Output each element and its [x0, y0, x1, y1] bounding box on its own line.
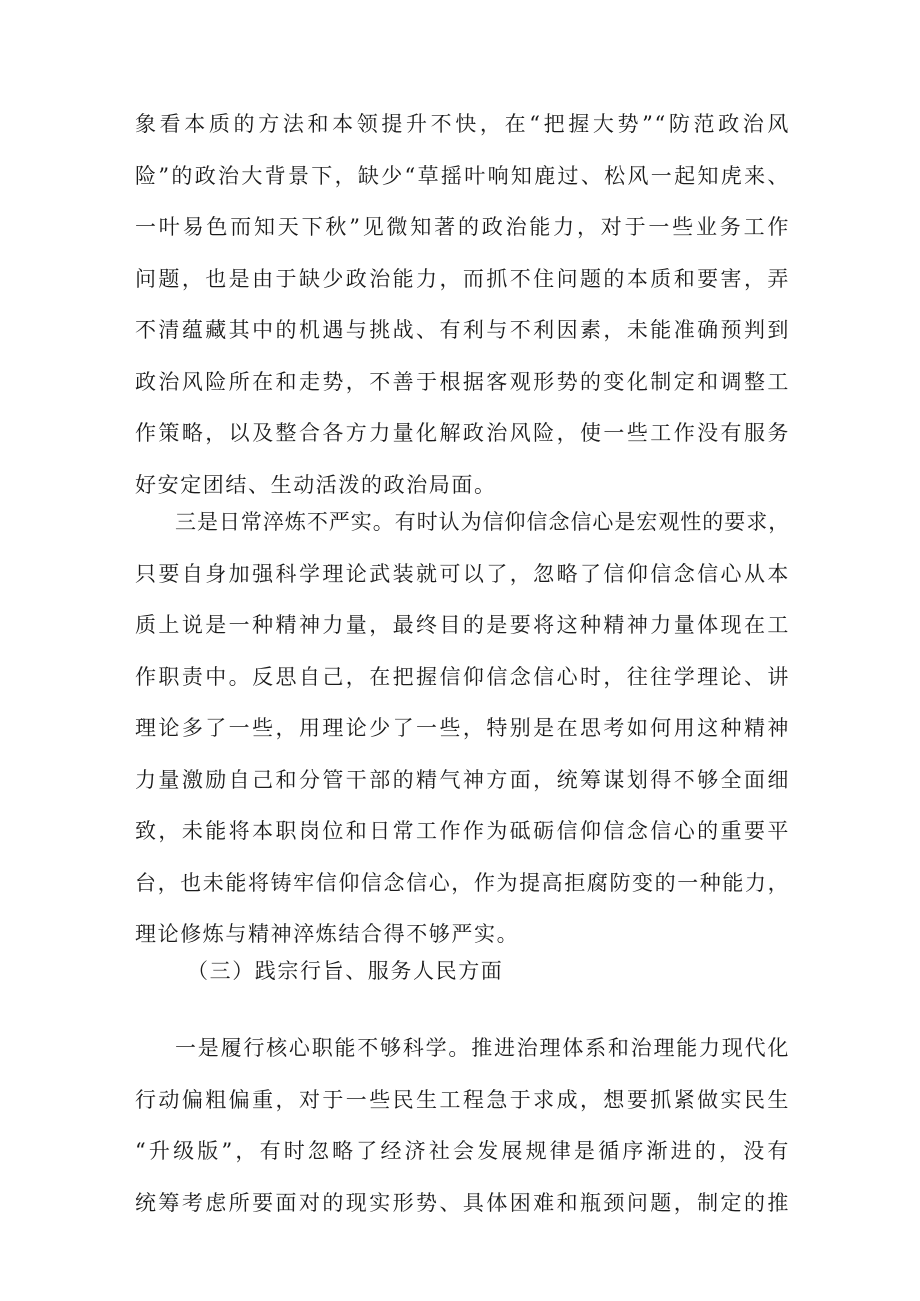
text-line: 一叶易色而知天下秋”见微知著的政治能力，对于一些业务工作 — [135, 215, 790, 239]
text-line: 理论多了一些，用理论少了一些，特别是在思考如何用这种精神 — [135, 716, 790, 740]
text-line: 作策略，以及整合各方力量化解政治风险，使一些工作没有服务 — [135, 421, 790, 445]
text-line: 险”的政治大背景下，缺少“草摇叶响知鹿过、松风一起知虎来、 — [135, 163, 790, 188]
text-line: 政治风险所在和走势，不善于根据客观形势的变化制定和调整工 — [135, 369, 790, 394]
paragraph-political-ability — [135, 99, 790, 511]
text-line: 力量激励自己和分管干部的精气神方面，统筹谋划得不够全面细 — [135, 767, 790, 792]
text-line: 象看本质的方法和本领提升不快，在“把握大势”“防范政治风 — [135, 112, 790, 136]
paragraph-core-functions — [135, 1023, 790, 1229]
text-line: 行动偏粗偏重，对于一些民生工程急于求成，想要抓紧做实民生 — [135, 1087, 790, 1112]
text-line: 台，也未能将铸牢信仰信念信心，作为提高拒腐防变的一种能力， — [135, 870, 790, 895]
text-line: 好安定团结、生动活泼的政治局面。 — [135, 472, 497, 497]
text-line: 问题，也是由于缺少政治能力，而抓不住问题的本质和要害，弄 — [135, 266, 790, 291]
paragraph-daily-tempering — [135, 497, 790, 961]
text-line: “升级版”，有时忽略了经济社会发展规律是循序渐进的，没有 — [135, 1139, 790, 1163]
text-line: 理论修炼与精神淬炼结合得不够严实。 — [135, 922, 520, 946]
text-line: 不清蕴藏其中的机遇与挑战、有利与不利因素，未能准确预判到 — [135, 318, 790, 342]
text-line: 只要自身加强科学理论武装就可以了，忽略了信仰信念信心从本 — [135, 561, 790, 586]
text-line-indented: 三是日常淬炼不严实。有时认为信仰信念信心是宏观性的要求， — [175, 510, 790, 534]
text-line-indented: 一是履行核心职能不够科学。推进治理体系和治理能力现代化 — [175, 1036, 790, 1060]
section-heading: （三）践宗行旨、服务人民方面 — [187, 959, 504, 983]
text-line: 作职责中。反思自己，在把握信仰信念信心时，往往学理论、讲 — [135, 664, 790, 689]
text-line: 质上说是一种精神力量，最终目的是要将这种精神力量体现在工 — [135, 613, 790, 637]
text-line: 致，未能将本职岗位和日常工作作为砥砺信仰信念信心的重要平 — [135, 819, 790, 843]
text-line: 统筹考虑所要面对的现实形势、具体困难和瓶颈问题，制定的推 — [135, 1190, 790, 1215]
